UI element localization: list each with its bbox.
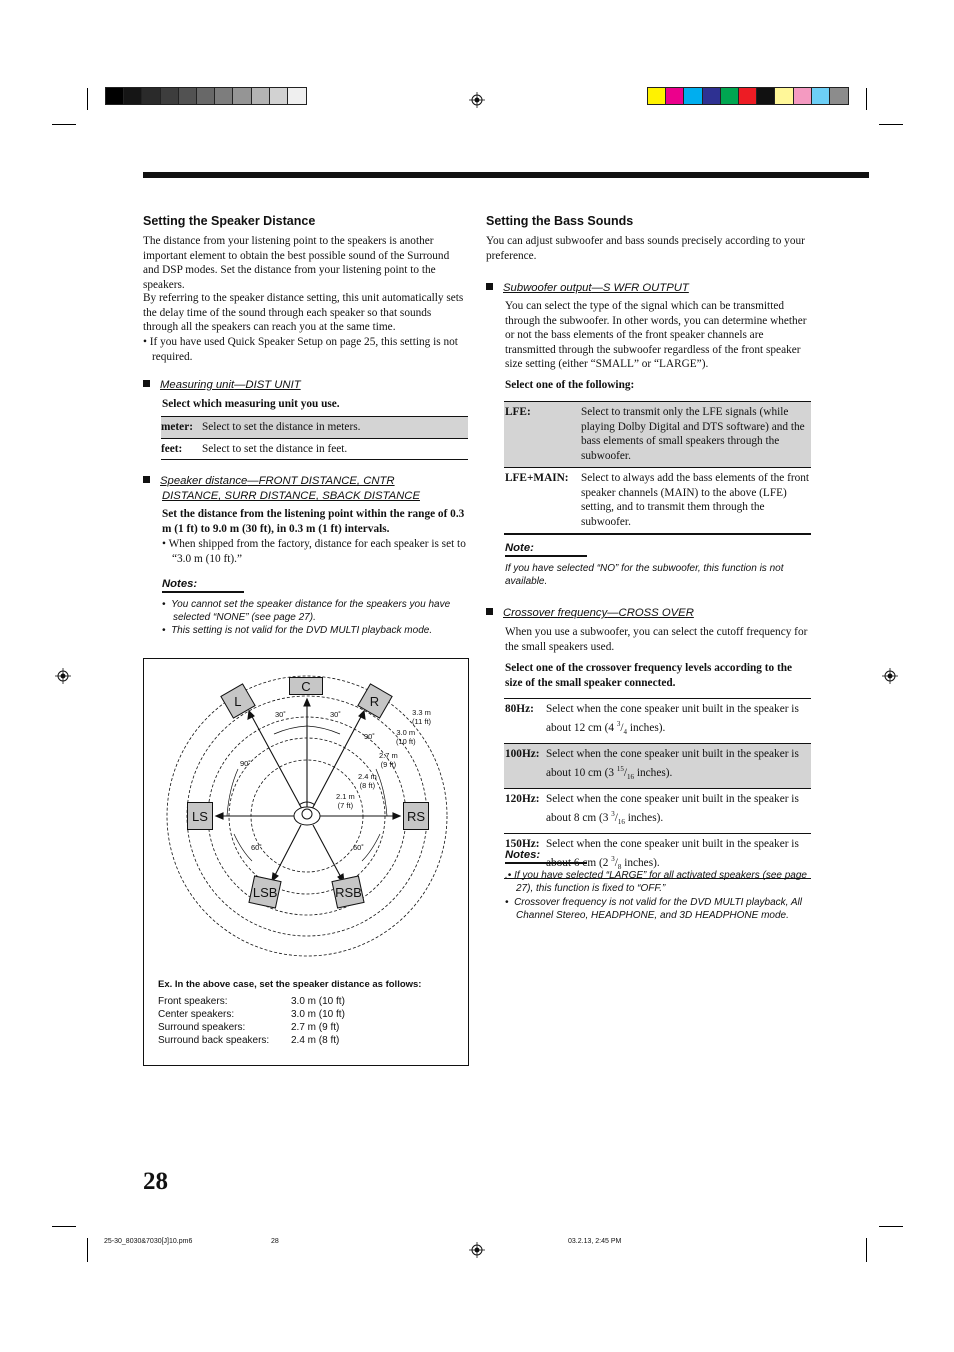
option-desc: Select to transmit only the LFE signals (while playing Dolby Digital and DTS software) and the bass elements of small speakers through the subwoofer. (581, 406, 805, 462)
distance-value-ft: (8 ft) (359, 781, 376, 790)
option-desc: Select when the cone speaker unit built in the speaker is about 10 cm (3 $^{15}/_{16}$ inches). (546, 748, 799, 781)
arrowhead-icon (304, 699, 310, 706)
desc-size: about 12 cm (4 (546, 721, 617, 734)
registration-mark-icon (469, 92, 485, 108)
crossover-frequency-title: Crossover frequency (503, 607, 608, 619)
notes-heading: Notes: (505, 849, 587, 864)
color-swatch (666, 88, 684, 104)
square-bullet-icon (486, 283, 493, 290)
speaker-surround-right: RS (403, 802, 429, 830)
distance-label (396, 728, 416, 746)
desc-unit: inches). (627, 721, 666, 734)
color-swatch (812, 88, 830, 104)
distance-label (336, 792, 355, 810)
option-key: 150Hz: (505, 838, 540, 851)
color-swatch (775, 88, 793, 104)
color-swatch (684, 88, 702, 104)
note-text: This setting is not valid for the DVD MULTI playback mode. (171, 625, 433, 636)
option-key: LFE+MAIN: (505, 472, 569, 484)
table-row (504, 789, 811, 834)
note-heading: Note: (505, 542, 587, 557)
table-row (504, 699, 811, 744)
option-key: 80Hz: (505, 703, 534, 715)
speaker-distance-code: —FRONT DISTANCE, CNTR (247, 475, 395, 487)
speaker-distance-subheading (143, 474, 395, 488)
table-row (161, 417, 468, 439)
color-swatch (106, 88, 124, 104)
example-title: Ex. In the above case, set the speaker distance as follows: (158, 979, 422, 990)
color-swatch (252, 88, 270, 104)
angle-label: 60˚ (353, 843, 364, 852)
crop-mark (879, 1226, 903, 1227)
bass-intro: You can adjust subwoofer and bass sounds precisely according to your preference. (486, 235, 805, 262)
desc-unit: inches). (621, 856, 660, 869)
option-desc: Select to set the distance in meters. (202, 421, 361, 433)
speaker-distance-title: Speaker distance (160, 475, 248, 487)
measuring-unit-code: —DIST UNIT (234, 379, 301, 391)
crossover-instruction: Select one of the crossover frequency levels according to the size of the small speaker connected. (505, 662, 793, 689)
measuring-instruction: Select which measuring unit you use. (162, 398, 340, 410)
square-bullet-icon (486, 608, 493, 615)
bullet-note: • If you have used Quick Speaker Setup on page 25, this setting is not required. (143, 336, 458, 363)
desc-line: Select when the cone speaker unit built in the speaker is (546, 838, 799, 851)
color-swatch (124, 88, 142, 104)
footer-filename: 25-30_8030&7030[J]10.pm6 (104, 1238, 193, 1245)
example-value: 3.0 m (10 ft) (291, 1009, 345, 1020)
crossover-body: When you use a subwoofer, you can select the cutoff frequency for the small speakers used. (505, 626, 808, 653)
desc-line: Select when the cone speaker unit built in the speaker is (546, 703, 799, 715)
color-swatch (648, 88, 666, 104)
distance-label (379, 751, 398, 769)
subwoofer-output-title: Subwoofer output (503, 282, 592, 294)
fraction-numerator: 3 (616, 719, 621, 728)
option-key: 100Hz: (505, 748, 540, 761)
option-desc: Select when the cone speaker unit built in the speaker is about 6 cm (2 $^3/_8$ inches). (546, 838, 799, 871)
footer-date: 03.2.13, 2:45 PM (568, 1238, 622, 1245)
example-value: 3.0 m (10 ft) (291, 996, 345, 1007)
table-row (504, 468, 811, 535)
fraction-denominator: 16 (617, 817, 625, 826)
crop-mark (866, 88, 867, 110)
angle-arc (307, 726, 340, 734)
crossover-frequency-subheading (486, 606, 694, 620)
measuring-unit-table (161, 416, 468, 460)
distance-value-ft: (10 ft) (396, 737, 416, 746)
square-bullet-icon (143, 476, 150, 483)
arrow-to-lsb (272, 825, 301, 881)
angle-label: 90˚ (240, 759, 251, 768)
distance-label (412, 708, 431, 726)
desc-size: about 8 cm (3 (546, 811, 612, 824)
note-item: • You cannot set the speaker distance for the speakers you have selected “NONE” (see page 27). (162, 599, 451, 623)
angle-arc (362, 834, 380, 861)
color-swatch (197, 88, 215, 104)
registration-mark-icon (882, 668, 898, 684)
option-key: feet: (161, 442, 183, 455)
note-item: .• If you have selected “LARGE” for all activated speakers (see page 27), this function is fixed to “OFF.” (505, 870, 807, 894)
desc-size: about 6 cm (2 (546, 856, 612, 869)
bullet-text: When shipped from the factory, distance for each speaker is set to “3.0 m (10 ft).” (168, 538, 466, 565)
page-number: 28 (143, 1168, 168, 1195)
speaker-label: R (370, 693, 380, 709)
crop-mark (87, 88, 88, 110)
note-text: You cannot set the speaker distance for the speakers you have selected “NONE” (see page 27). (171, 599, 451, 623)
bullet-text: If you have used Quick Speaker Setup on page 25, this setting is not required. (149, 336, 458, 363)
header-rule (143, 172, 869, 178)
crop-mark (52, 1226, 76, 1227)
speaker-label: LSB (252, 884, 278, 900)
table-row (504, 402, 811, 468)
subwoofer-output-subheading (486, 281, 689, 295)
distance-value-ft: (7 ft) (337, 801, 354, 810)
subwoofer-output-code: —S WFR OUTPUT (591, 282, 689, 294)
speaker-surround-left: LS (187, 802, 213, 830)
example-value: 2.7 m (9 ft) (291, 1022, 340, 1033)
crossover-frequency-code: —CROSS OVER (607, 607, 694, 619)
color-swatch (161, 88, 179, 104)
arrowhead-icon (393, 813, 400, 819)
distance-value: 3.3 m (412, 708, 431, 717)
crop-mark (52, 124, 76, 125)
color-swatch (721, 88, 739, 104)
crop-mark (866, 1238, 867, 1262)
section-heading-speaker-distance: Setting the Speaker Distance (143, 214, 316, 228)
intro-paragraph-2: By referring to the speaker distance setting, this unit automatically sets the delay time of the sound through each speaker so that sounds through all the speakers can reach you at the same time. (143, 292, 464, 333)
angle-label: 30˚ (330, 710, 341, 719)
desc-size: about 10 cm (3 (546, 766, 617, 779)
distance-value: 3.0 m (396, 728, 416, 737)
speaker-center: C (289, 677, 323, 695)
example-label: Center speakers: (158, 1009, 235, 1020)
distance-bullet: • When shipped from the factory, distance for each speaker is set to “3.0 m (10 ft).” (162, 538, 466, 565)
subwoofer-instruction: Select one of the following: (505, 379, 635, 391)
distance-value: 2.1 m (336, 792, 355, 801)
color-swatch (288, 88, 306, 104)
registration-mark-icon (469, 1242, 485, 1258)
option-desc: Select to always add the bass elements of the front speaker channels (MAIN) to the above (LFE) setting, and to transmit them through the subwoofer. (581, 472, 810, 528)
arrow-to-rsb (313, 825, 344, 883)
angle-arc (234, 834, 252, 861)
example-label: Front speakers: (158, 996, 228, 1007)
option-desc: Select to set the distance in feet. (202, 442, 348, 455)
color-swatch (215, 88, 233, 104)
fraction-numerator: 3 (611, 809, 615, 818)
note-text: Crossover frequency is not valid for the DVD MULTI playback, All Channel Stereo, HEADPHONE, and 3D HEADPHONE mode. (514, 897, 802, 921)
angle-arc (274, 726, 307, 734)
speaker-distance-code-2: DISTANCE, SURR DISTANCE, SBACK DISTANCE (162, 490, 420, 502)
fraction-denominator: 8 (617, 862, 622, 871)
option-desc: Select when the cone speaker unit built in the speaker is about 12 cm (4 $^3/_4$ inches). (546, 703, 799, 736)
table-row (504, 744, 811, 789)
subwoofer-options-table (504, 401, 811, 535)
fraction-numerator: 15 (616, 764, 624, 773)
color-swatch (757, 88, 775, 104)
speaker-layout-diagram (143, 658, 469, 1066)
speaker-label: RSB (334, 884, 362, 900)
distance-value: 2.7 m (379, 751, 398, 760)
crop-mark (87, 1238, 88, 1262)
note-item: • Crossover frequency is not valid for the DVD MULTI playback, All Channel Stereo, HEADPHONE, and 3D HEADPHONE mode. (505, 897, 802, 921)
color-swatch (739, 88, 757, 104)
angle-label: 30˚ (275, 710, 286, 719)
speaker-surround-back-right (331, 875, 364, 908)
color-swatch (794, 88, 812, 104)
arrowhead-icon (216, 813, 223, 819)
arrow-to-l (249, 711, 302, 809)
section-heading-bass-sounds: Setting the Bass Sounds (486, 214, 634, 228)
desc-unit: inches). (634, 766, 673, 779)
speaker-label: L (234, 693, 242, 709)
measuring-unit-title: Measuring unit (160, 379, 235, 391)
option-desc: Select when the cone speaker unit built in the speaker is about 8 cm (3 $^3/_{16}$ inches). (546, 793, 799, 826)
note-item: • This setting is not valid for the DVD MULTI playback mode. (162, 625, 433, 636)
desc-line: Select when the cone speaker unit built in the speaker is (546, 748, 799, 761)
measuring-unit-subheading (143, 378, 301, 392)
fraction-denominator: 16 (627, 772, 635, 781)
footer-page: 28 (271, 1238, 279, 1245)
distance-value-ft: (9 ft) (380, 760, 397, 769)
option-key: LFE: (505, 406, 531, 418)
fraction-numerator: 3 (611, 854, 615, 863)
angle-label: 90˚ (364, 732, 375, 741)
desc-unit: inches). (624, 811, 664, 824)
subwoofer-body: You can select the type of the signal which can be transmitted through the subwoofer. In other words, you can determine whether or not the bass elements of the front speaker channels are transmitted through the subwoofer regardless of the front speaker size setting (either “SMALL” or “LARGE”). (505, 300, 807, 370)
crop-mark (879, 124, 903, 125)
notes-heading: Notes: (162, 578, 244, 593)
intro-paragraph: The distance from your listening point to the speakers is another important element to obtain the best possible sound of the Surround and DSP modes. Set the distance from your listening point to the speakers. (143, 235, 450, 291)
example-value: 2.4 m (8 ft) (291, 1035, 340, 1046)
color-swatch (703, 88, 721, 104)
distance-instruction: Set the distance from the listening point within the range of 0.3 m (1 ft) to 9.0 m (30 ft), in 0.3 m (1 ft) intervals. (162, 508, 465, 535)
square-bullet-icon (143, 380, 150, 387)
option-key: meter: (161, 421, 193, 433)
example-label: Surround speakers: (158, 1022, 246, 1033)
option-key: 120Hz: (505, 793, 540, 806)
color-swatch (233, 88, 251, 104)
registration-mark-icon (55, 668, 71, 684)
desc-line: Select when the cone speaker unit built in the speaker is (546, 793, 799, 806)
distance-label (358, 772, 377, 790)
angle-label: 60˚ (251, 843, 262, 852)
color-swatch (142, 88, 160, 104)
table-row (161, 438, 468, 460)
distance-value: 2.4 m (358, 772, 377, 781)
note-text: If you have selected “NO” for the subwoofer, this function is not available. (505, 563, 784, 587)
example-label: Surround back speakers: (158, 1035, 270, 1046)
color-swatch (179, 88, 197, 104)
angle-arc (227, 769, 238, 816)
distance-value-ft: (11 ft) (412, 717, 432, 726)
note-text: If you have selected “LARGE” for all activated speakers (see page 27), this function is fixed to “OFF.” (514, 870, 807, 894)
speaker-surround-back-left (248, 875, 281, 908)
fraction-denominator: 4 (623, 727, 628, 736)
color-swatch (270, 88, 288, 104)
color-swatch (830, 88, 848, 104)
